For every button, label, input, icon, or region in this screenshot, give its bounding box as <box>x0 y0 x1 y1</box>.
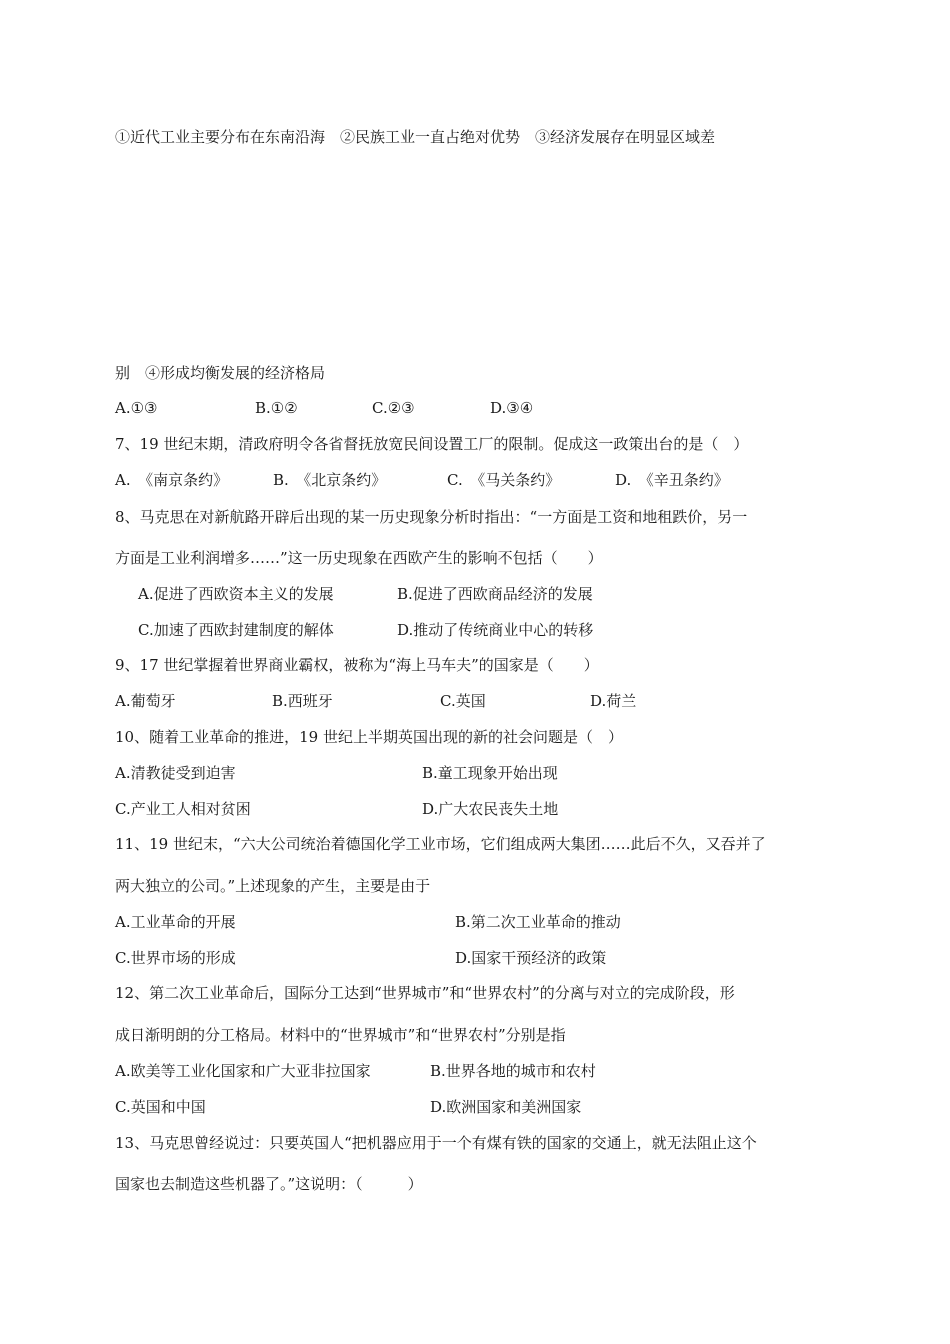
q8-stem-line1: 8、马克思在对新航路开辟后出现的某一历史现象分析时指出：“一方面是工资和地租跌价，另一 <box>115 508 748 526</box>
q10-option-d: D.广大农民丧失土地 <box>422 800 559 818</box>
q8-option-d: D.推动了传统商业中心的转移 <box>397 621 594 639</box>
q9-stem: 9、17 世纪掌握着世界商业霸权，被称为“海上马车夫”的国家是（ ） <box>115 656 599 674</box>
q10-option-a: A.清教徒受到迫害 <box>115 764 236 782</box>
q11-option-c: C.世界市场的形成 <box>115 949 236 967</box>
q7-option-b: B. 《北京条约》 <box>273 471 387 489</box>
q12-option-a: A.欧美等工业化国家和广大亚非拉国家 <box>115 1062 371 1080</box>
q12-options-row1 <box>115 1061 845 1081</box>
q6-option-d: D.③④ <box>490 399 534 417</box>
q10-options-row1 <box>115 763 845 783</box>
q11-options-row1 <box>115 912 845 932</box>
q9-option-c: C.英国 <box>440 692 486 710</box>
q6-option-b: B.①② <box>255 399 298 417</box>
q7-option-d: D. 《辛丑条约》 <box>615 471 729 489</box>
q6-statements-line1: ①近代工业主要分布在东南沿海 ②民族工业一直占绝对优势 ③经济发展存在明显区域差 <box>115 128 716 146</box>
q13-stem-line1: 13、马克思曾经说过：只要英国人“把机器应用于一个有煤有铁的国家的交通上，就无法阻止这个 <box>115 1134 757 1152</box>
q9-option-b: B.西班牙 <box>272 692 333 710</box>
q8-option-c: C.加速了西欧封建制度的解体 <box>138 621 334 639</box>
q6-statements-line2: 别 ④形成均衡发展的经济格局 <box>115 364 326 382</box>
q7-stem: 7、19 世纪末期，清政府明令各省督抚放宽民间设置工厂的限制。促成这一政策出台的是（ ） <box>115 435 749 453</box>
q11-option-b: B.第二次工业革命的推动 <box>455 913 621 931</box>
q8-stem-line2: 方面是工业利润增多……”这一历史现象在西欧产生的影响不包括（ ） <box>115 549 603 567</box>
q7-option-a: A. 《南京条约》 <box>115 471 229 489</box>
q11-option-d: D.国家干预经济的政策 <box>455 949 607 967</box>
q6-options <box>115 398 845 418</box>
q12-stem-line2: 成日渐明朗的分工格局。材料中的“世界城市”和“世界农村”分别是指 <box>115 1026 566 1044</box>
q10-option-b: B.童工现象开始出现 <box>422 764 558 782</box>
q9-options <box>115 691 845 711</box>
q12-option-c: C.英国和中国 <box>115 1098 206 1116</box>
q6-option-c: C.②③ <box>372 399 415 417</box>
q13-stem-line2: 国家也去制造这些机器了。”这说明：（ ） <box>115 1175 423 1193</box>
q9-option-a: A.葡萄牙 <box>115 692 176 710</box>
q8-options-row2 <box>138 620 868 640</box>
q11-stem-line2: 两大独立的公司。”上述现象的产生，主要是由于 <box>115 877 431 895</box>
q8-option-b: B.促进了西欧商品经济的发展 <box>397 585 593 603</box>
q10-options-row2 <box>115 799 845 819</box>
q10-stem: 10、随着工业革命的推进，19 世纪上半期英国出现的新的社会问题是（ ） <box>115 728 623 746</box>
q12-stem-line1: 12、第二次工业革命后，国际分工达到“世界城市”和“世界农村”的分离与对立的完成阶段，形 <box>115 984 735 1002</box>
q11-stem-line1: 11、19 世纪末，“六大公司统治着德国化学工业市场，它们组成两大集团……此后不久，又吞并了 <box>115 835 766 853</box>
q12-option-d: D.欧洲国家和美洲国家 <box>430 1098 582 1116</box>
q7-options <box>115 470 845 490</box>
q11-options-row2 <box>115 948 845 968</box>
q12-options-row2 <box>115 1097 845 1117</box>
q7-option-c: C. 《马关条约》 <box>447 471 561 489</box>
q6-option-a: A.①③ <box>115 399 158 417</box>
q8-option-a: A.促进了西欧资本主义的发展 <box>138 585 334 603</box>
q12-option-b: B.世界各地的城市和农村 <box>430 1062 596 1080</box>
q9-option-d: D.荷兰 <box>590 692 637 710</box>
q8-options-row1 <box>138 584 868 604</box>
q11-option-a: A.工业革命的开展 <box>115 913 236 931</box>
q10-option-c: C.产业工人相对贫困 <box>115 800 251 818</box>
